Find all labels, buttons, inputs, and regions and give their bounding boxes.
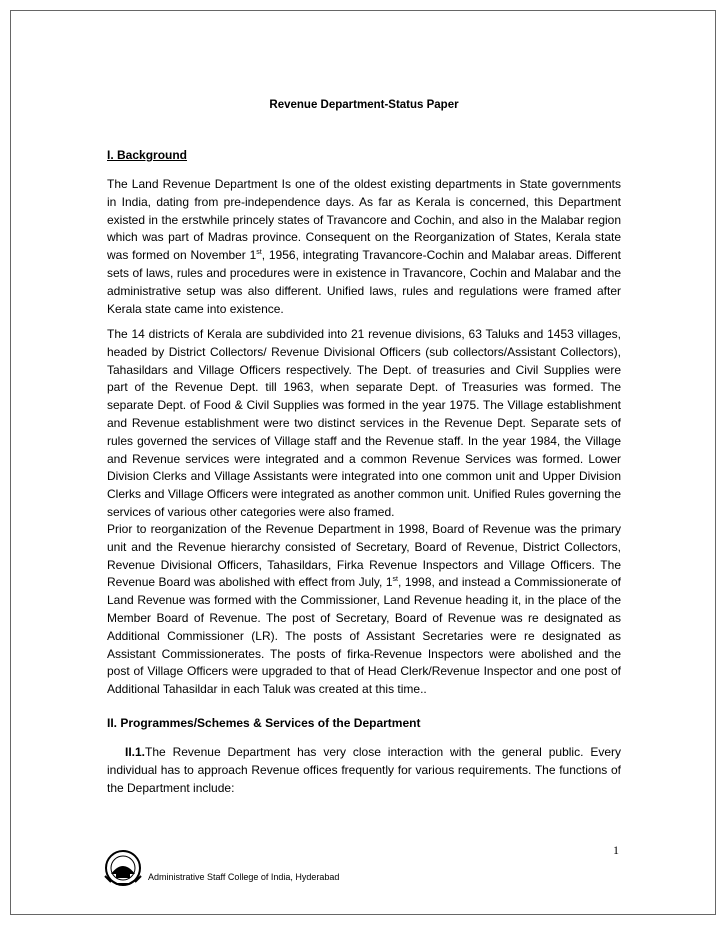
clause-label: II.1. xyxy=(125,745,146,759)
paragraph-text: Prior to reorganization of the Revenue Department in 1998, Board of Revenue was the primary unit and the Revenue hierarchy consisted of Secretary, Board of Revenue, District Collectors, Revenue Divisional Officers, Tahasildars, Firka Revenue Inspectors and Village Officers. The Revenue Board was abolished with effect from July, 1 xyxy=(107,522,621,590)
section-heading-background: I. Background xyxy=(107,148,188,162)
superscript: st xyxy=(392,576,398,584)
footer-institution: Administrative Staff College of India, Hyderabad xyxy=(148,872,340,882)
paragraph-text: , 1998, and instead a Commissionerate of Land Revenue was formed with the Commissioner, Land Revenue heading it, in the place of the Member Board of Revenue. The post of Secretary, Board of Revenue was re designated as Additional Commissioner (LR). The posts of Assistant Secretaries were re designated as Assistant Commissionerates. The posts of firka-Revenue Inspectors were abolished and the post of Village Officers were upgraded to that of Head Clerk/Revenue Inspector and one post of Additional Tahasildar in each Taluk was created at this time.. xyxy=(107,575,621,697)
document-title: Revenue Department-Status Paper xyxy=(269,99,459,111)
paragraph-text: The Land Revenue Department Is one of the oldest existing departments in State governments in India, dating from pre-independence days. As far as Kerala is concerned, this Department existed in the erstwhile princely states of Travancore and Cochin, and also in the Malabar region which was part of Madras province. Consequent on the Reorganization of States, Kerala state was formed on November 1 xyxy=(107,177,621,263)
section-heading-programmes: II. Programmes/Schemes & Services of the Department xyxy=(107,716,421,730)
institution-seal-icon xyxy=(103,848,143,888)
paragraph-text: The Revenue Department has very close interaction with the general public. Every individual has to approach Revenue offices frequently for various requirements. The functions of the Department include: xyxy=(107,745,621,795)
superscript: st xyxy=(256,249,262,257)
paragraph-background-1 xyxy=(107,176,621,318)
paragraph-programmes-1 xyxy=(107,744,621,797)
page-number: 1 xyxy=(613,843,619,857)
paragraph-background-3 xyxy=(107,521,621,699)
paragraph-text: , 1956, integrating Travancore-Cochin and Malabar areas. Different sets of laws, rules and procedures were in existence in Travancore, Cochin and Malabar and the administrative setup was also different. Unified laws, rules and regulations were framed after Kerala state came into existence. xyxy=(107,248,621,316)
paragraph-background-2: The 14 districts of Kerala are subdivided into 21 revenue divisions, 63 Taluks and 1453 villages, headed by District Collectors/ Revenue Divisional Officers (sub collectors/Assistant Collectors), Tahasildars and Village Officers respectively. The Dept. of treasuries and Civil Supplies were part of the Revenue Dept. till 1963, when separate Dept. of Treasuries was formed. The separate Dept. of Food & Civil Supplies was formed in the year 1975. The Village establishment and Revenue establishment were two distinct services in the Revenue Dept. Separate sets of rules governed the services of Village staff and the Revenue staff. In the year 1984, the Village and Revenue services were integrated and a common Revenue Services was formed. Lower Division Clerks and Village Assistants were integrated into one common unit and Upper Division Clerks and Village Officers were integrated as another common unit. Unified Rules governing the services of various other categories were also framed. xyxy=(107,327,621,519)
